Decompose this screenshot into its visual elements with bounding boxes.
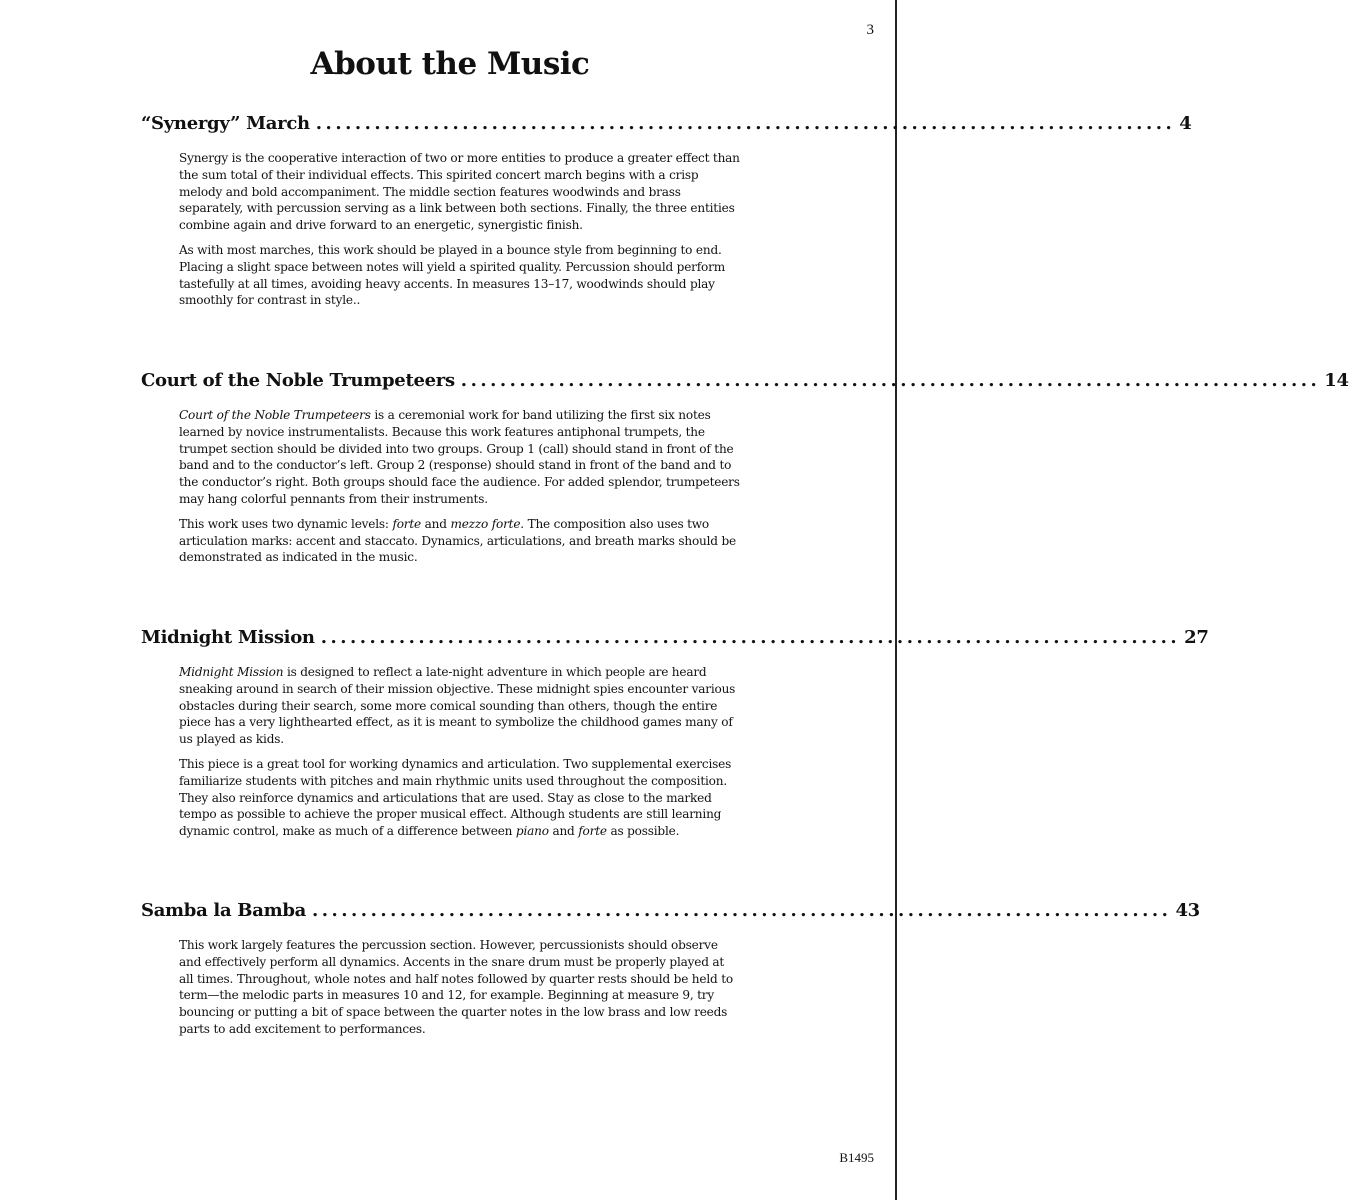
dot-leader: ........................................................................................	[315, 113, 1176, 134]
paragraph	[179, 937, 741, 1038]
entry-heading	[141, 112, 1192, 136]
text-run: as possible.	[606, 824, 680, 839]
entry-heading	[141, 369, 1349, 393]
entry-title: Court of the Noble Trumpeteers	[141, 370, 455, 391]
entry-court-of-the-noble-trumpeteers	[141, 369, 1349, 566]
italic-text: mezzo forte.	[450, 516, 524, 531]
paragraph	[179, 756, 741, 840]
paragraph	[179, 407, 741, 508]
text-run: is designed to reflect a late-night adventure in which people are heard sneaking around in search of their mission objective. These midnight spies encounter various obstacles during their search, some more comical sounding than others, though the entire piece has a very lighthearted effect, as it is meant to symbolize the childhood games many of us played as kids.	[179, 665, 736, 747]
text-run: and	[548, 824, 579, 839]
page-title: About the Music	[310, 46, 590, 82]
dot-leader: ........................................................................................	[320, 627, 1181, 648]
text-run: is a ceremonial work for band utilizing the first six notes learned by novice instrumentalists. Because this work features antiphonal trumpets, the trumpet section should be divided into two groups. Group 1 (call) should stand in front of the band and to the conductor’s left. Group 2 (response) should stand in front of the band and to the conductor’s right. Both groups should face the audience. For added splendor, trumpeteers may hang colorful pennants from their instruments.	[179, 408, 740, 506]
text-run: This work uses two dynamic levels:	[179, 516, 393, 531]
entry-page-number: 27	[1184, 627, 1209, 648]
paragraph	[179, 664, 741, 748]
document-code: B1495	[839, 1150, 874, 1165]
entry-heading	[141, 899, 1200, 923]
entry-title: “Synergy” March	[141, 113, 310, 134]
entry-page-number: 14	[1324, 370, 1349, 391]
text-run: The composition also uses two articulation marks: accent and staccato. Dynamics, articulations, and breath marks should be demonstrated as indicated in the music.	[179, 516, 736, 565]
page-number: 3	[866, 22, 874, 38]
entry-midnight-mission	[141, 626, 1209, 840]
text-run: This piece is a great tool for working dynamics and articulation. Two supplemental exercises familiarize students with pitches and main rhythmic units used throughout the composition. They also reinforce dynamics and articulations that are used. Stay as close to the marked tempo as possible to achieve the proper musical effect. Although students are still learning dynamic control, make as much of a difference between	[179, 756, 732, 839]
entry-title: Midnight Mission	[141, 627, 315, 648]
entry-page-number: 4	[1179, 113, 1192, 134]
text-run: and	[421, 516, 451, 531]
italic-text: forte	[392, 516, 421, 531]
dot-leader: ........................................................................................	[460, 370, 1321, 391]
entry-synergy-march	[141, 112, 1192, 309]
italic-text: Court of the Noble Trumpeteers	[179, 408, 371, 422]
text-run: This work largely features the percussion section. However, percussionists should observe and effectively perform all dynamics. Accents in the snare drum must be properly played at all times. Throughout, whole notes and half notes followed by quarter rests should be held to term—the melodic parts in measures 10 and 12, for example. Beginning at measure 9, try bouncing or putting a bit of space between the quarter notes in the low brass and low reeds parts to add excitement to performances.	[179, 938, 733, 1036]
dot-leader: ........................................................................................	[311, 900, 1172, 921]
entry-title: Samba la Bamba	[141, 900, 306, 921]
paragraph	[179, 516, 741, 566]
entry-samba-la-bamba	[141, 899, 1200, 1038]
text-run: As with most marches, this work should be played in a bounce style from beginning to end. Placing a slight space between notes will yield a spirited quality. Percussion should perform tastefully at all times, avoiding heavy accents. In measures 13–17, woodwinds should play smoothly for contrast in style..	[179, 242, 725, 308]
paragraph	[179, 150, 741, 234]
entry-heading	[141, 626, 1209, 650]
italic-text: forte	[578, 824, 607, 839]
entry-page-number: 43	[1175, 900, 1200, 921]
italic-text: piano	[515, 824, 549, 839]
text-run: Synergy is the cooperative interaction of two or more entities to produce a greater effect than the sum total of their individual effects. This spirited concert march begins with a crisp melody and bold accompaniment. The middle section features woodwinds and brass separately, with percussion serving as a link between both sections. Finally, the three entities combine again and drive forward to an energetic, synergistic finish.	[179, 151, 740, 233]
italic-text: Midnight Mission	[179, 665, 284, 679]
paragraph	[179, 242, 741, 309]
